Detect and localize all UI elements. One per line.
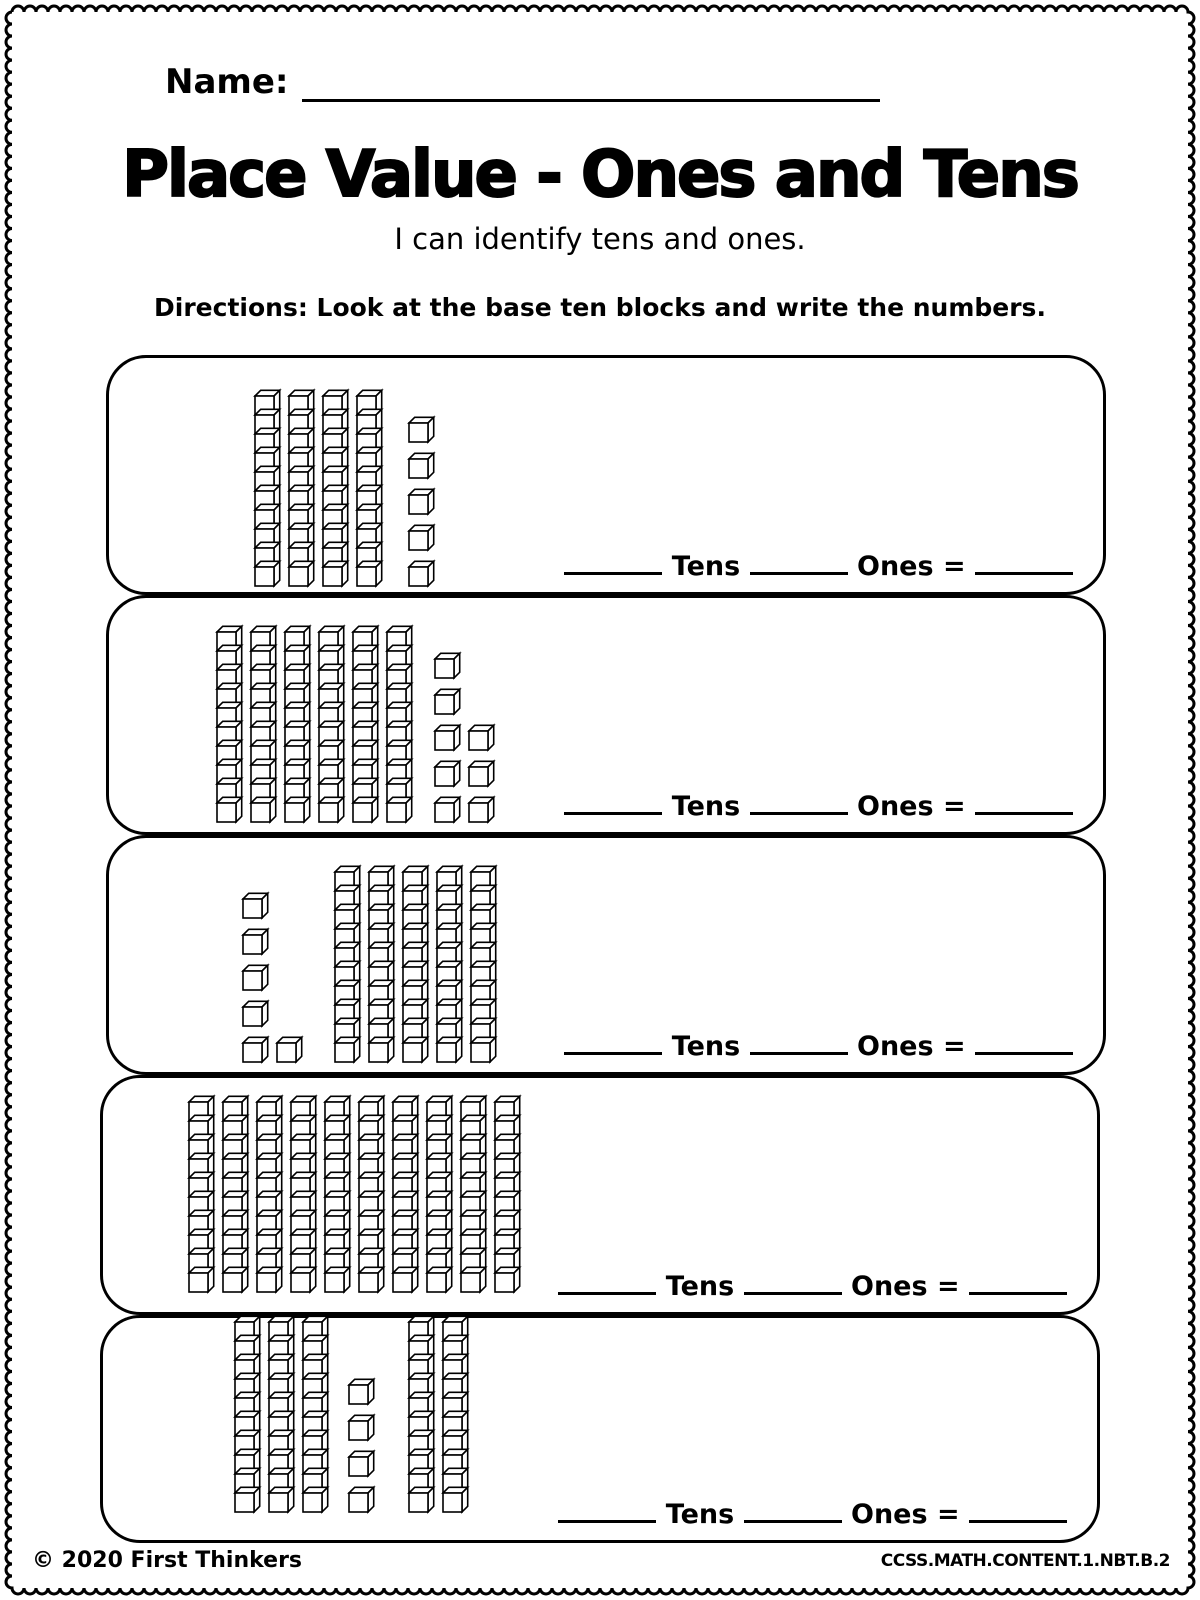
ones-cube <box>243 965 268 990</box>
tens-rod <box>427 1096 452 1292</box>
answer-line <box>558 1494 1067 1530</box>
ones-blank[interactable] <box>750 546 848 575</box>
tens-rod <box>223 1096 248 1292</box>
page-subtitle: I can identify tens and ones. <box>394 222 806 256</box>
ones-cube <box>435 725 460 750</box>
answer-line <box>564 1026 1073 1062</box>
problem-4 <box>100 1075 1100 1315</box>
ones-label: Ones = <box>857 551 966 582</box>
tens-blank[interactable] <box>564 786 662 815</box>
directions: Directions: Look at the base ten blocks and write the numbers. <box>154 293 1046 322</box>
ones-cube <box>435 761 460 786</box>
tens-rod <box>251 626 276 822</box>
ones-cube <box>243 929 268 954</box>
ones-cube <box>349 1451 374 1476</box>
ones-cube <box>243 1001 268 1026</box>
tens-rod <box>369 866 394 1062</box>
ones-cube <box>409 453 434 478</box>
tens-rod <box>461 1096 486 1292</box>
tens-rod <box>257 1096 282 1292</box>
tens-blank[interactable] <box>558 1494 656 1523</box>
ones-cube <box>349 1415 374 1440</box>
tens-rod <box>387 626 412 822</box>
tens-rod <box>217 626 242 822</box>
ones-blank[interactable] <box>744 1494 842 1523</box>
tens-rod <box>303 1316 328 1512</box>
problem-2 <box>106 595 1106 835</box>
ones-cube <box>469 797 494 822</box>
page-title: Place Value - Ones and Tens <box>122 138 1078 212</box>
problem-5 <box>100 1315 1100 1543</box>
ones-cube <box>349 1487 374 1512</box>
tens-rod <box>291 1096 316 1292</box>
ones-cube <box>277 1037 302 1062</box>
ones-label: Ones = <box>857 791 966 822</box>
tens-rod <box>403 866 428 1062</box>
tens-rod <box>235 1316 260 1512</box>
copyright-text: © 2020 First Thinkers <box>32 1548 303 1573</box>
ones-cube <box>435 689 460 714</box>
tens-rod <box>495 1096 520 1292</box>
tens-rod <box>325 1096 350 1292</box>
tens-rod <box>289 390 314 586</box>
ones-label: Ones = <box>851 1271 960 1302</box>
answer-line <box>558 1266 1067 1302</box>
ones-cube <box>409 561 434 586</box>
ones-label: Ones = <box>857 1031 966 1062</box>
tens-rod <box>437 866 462 1062</box>
total-blank[interactable] <box>969 1266 1067 1295</box>
total-blank[interactable] <box>975 786 1073 815</box>
tens-rod <box>359 1096 384 1292</box>
ones-cube <box>469 761 494 786</box>
tens-rod <box>409 1316 434 1512</box>
answer-line <box>564 786 1073 822</box>
total-blank[interactable] <box>975 1026 1073 1055</box>
tens-rod <box>269 1316 294 1512</box>
answer-line <box>564 546 1073 582</box>
ones-cube <box>243 893 268 918</box>
ones-cube <box>409 525 434 550</box>
tens-label: Tens <box>671 1031 741 1062</box>
tens-label: Tens <box>665 1271 735 1302</box>
tens-rod <box>323 390 348 586</box>
tens-rod <box>353 626 378 822</box>
tens-rod <box>471 866 496 1062</box>
problem-1 <box>106 355 1106 595</box>
ones-cube <box>243 1037 268 1062</box>
ones-cube <box>409 417 434 442</box>
ones-blank[interactable] <box>750 1026 848 1055</box>
tens-rod <box>393 1096 418 1292</box>
ones-cube <box>409 489 434 514</box>
tens-rod <box>285 626 310 822</box>
name-field <box>165 62 880 102</box>
name-label: Name: <box>165 62 289 102</box>
ones-cube <box>469 725 494 750</box>
name-line[interactable] <box>302 67 880 102</box>
tens-label: Tens <box>671 791 741 822</box>
tens-label: Tens <box>671 551 741 582</box>
ones-label: Ones = <box>851 1499 960 1530</box>
tens-rod <box>319 626 344 822</box>
standard-code: CCSS.MATH.CONTENT.1.NBT.B.2 <box>880 1551 1170 1571</box>
tens-rod <box>357 390 382 586</box>
tens-rod <box>335 866 360 1062</box>
total-blank[interactable] <box>969 1494 1067 1523</box>
tens-blank[interactable] <box>564 1026 662 1055</box>
tens-label: Tens <box>665 1499 735 1530</box>
tens-blank[interactable] <box>564 546 662 575</box>
tens-rod <box>255 390 280 586</box>
tens-blank[interactable] <box>558 1266 656 1295</box>
ones-cube <box>435 797 460 822</box>
ones-cube <box>435 653 460 678</box>
tens-rod <box>189 1096 214 1292</box>
ones-blank[interactable] <box>744 1266 842 1295</box>
problem-3 <box>106 835 1106 1075</box>
total-blank[interactable] <box>975 546 1073 575</box>
ones-cube <box>349 1379 374 1404</box>
tens-rod <box>443 1316 468 1512</box>
ones-blank[interactable] <box>750 786 848 815</box>
